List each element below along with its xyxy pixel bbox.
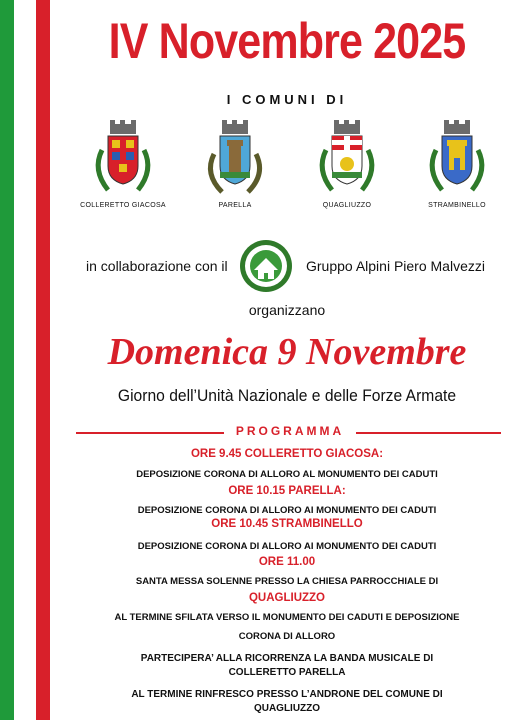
crest-label-colleretto: COLLERETTO GIACOSA (80, 202, 166, 209)
programma-divider-left (76, 432, 224, 434)
schedule-time-2: ORE 10.15 PARELLA: (228, 485, 346, 497)
schedule-time-4: ORE 11.00 (258, 556, 316, 568)
poster-content (56, 0, 518, 720)
messa-place: QUAGLIUZZO (248, 592, 326, 604)
programma-label: PROGRAMMA (235, 424, 345, 438)
schedule-desc-4: SANTA MESSA SOLENNE PRESSO LA CHIESA PARROCCHIALE DI (135, 576, 439, 587)
organizzano-text: organizzano (248, 302, 326, 318)
collaboration-row (56, 238, 518, 290)
schedule-desc-2: DEPOSIZIONE CORONA DI ALLORO AI MONUMENTO DEI CADUTI (137, 505, 437, 516)
schedule-desc-1: DEPOSIZIONE CORONA DI ALLORO AL MONUMENTO DEI CADUTI (136, 469, 438, 480)
banda-line-1: PARTECIPERA’ ALLA RICORRENZA LA BANDA MUSICALE DI (140, 653, 434, 664)
crest-label-quagliuzzo: QUAGLIUZZO (322, 202, 372, 209)
flag-red-stripe (36, 0, 50, 720)
colleretto-crest-icon (88, 120, 158, 198)
crest-label-parella: PARELLA (218, 202, 252, 209)
collab-text-left: in collaborazione con il (86, 258, 228, 274)
crest-quagliuzzo (292, 120, 402, 209)
event-date: Domenica 9 Novembre (107, 331, 467, 373)
flag-green-stripe (0, 0, 14, 720)
crest-label-strambinello: STRAMBINELLO (428, 202, 486, 209)
crest-strambinello (402, 120, 512, 209)
programma-header (56, 424, 518, 440)
flag-white-stripe (14, 0, 36, 720)
programma-divider-right (356, 432, 501, 434)
sfilata-line-1: AL TERMINE SFILATA VERSO IL MONUMENTO DEI CADUTI E DEPOSIZIONE (114, 612, 460, 623)
crest-parella (180, 120, 290, 209)
sfilata-line-2: CORONA DI ALLORO (238, 631, 336, 642)
quagliuzzo-crest-icon (312, 120, 382, 198)
schedule-desc-3: DEPOSIZIONE CORONA DI ALLORO AI MONUMENTO DEI CADUTI (137, 541, 437, 552)
alpini-group-logo-icon (238, 238, 294, 294)
rinfresco-line-2: QUAGLIUZZO (253, 703, 321, 714)
poster-subtitle: I COMUNI DI (226, 92, 348, 107)
crests-row (56, 120, 518, 230)
crest-colleretto (68, 120, 178, 209)
strambinello-crest-icon (422, 120, 492, 198)
banda-line-2: COLLERETTO PARELLA (228, 667, 346, 678)
parella-crest-icon (200, 120, 270, 198)
poster-title: IV Novembre 2025 (108, 13, 466, 69)
collab-text-right: Gruppo Alpini Piero Malvezzi (306, 258, 485, 274)
rinfresco-line-1: AL TERMINE RINFRESCO PRESSO L’ANDRONE DEL COMUNE DI (131, 689, 443, 700)
event-subtitle: Giorno dell’Unità Nazionale e delle Forze Armate (117, 386, 457, 405)
schedule-time-1: ORE 9.45 COLLERETTO GIACOSA: (190, 448, 384, 460)
schedule-time-3: ORE 10.45 STRAMBINELLO (211, 518, 363, 530)
